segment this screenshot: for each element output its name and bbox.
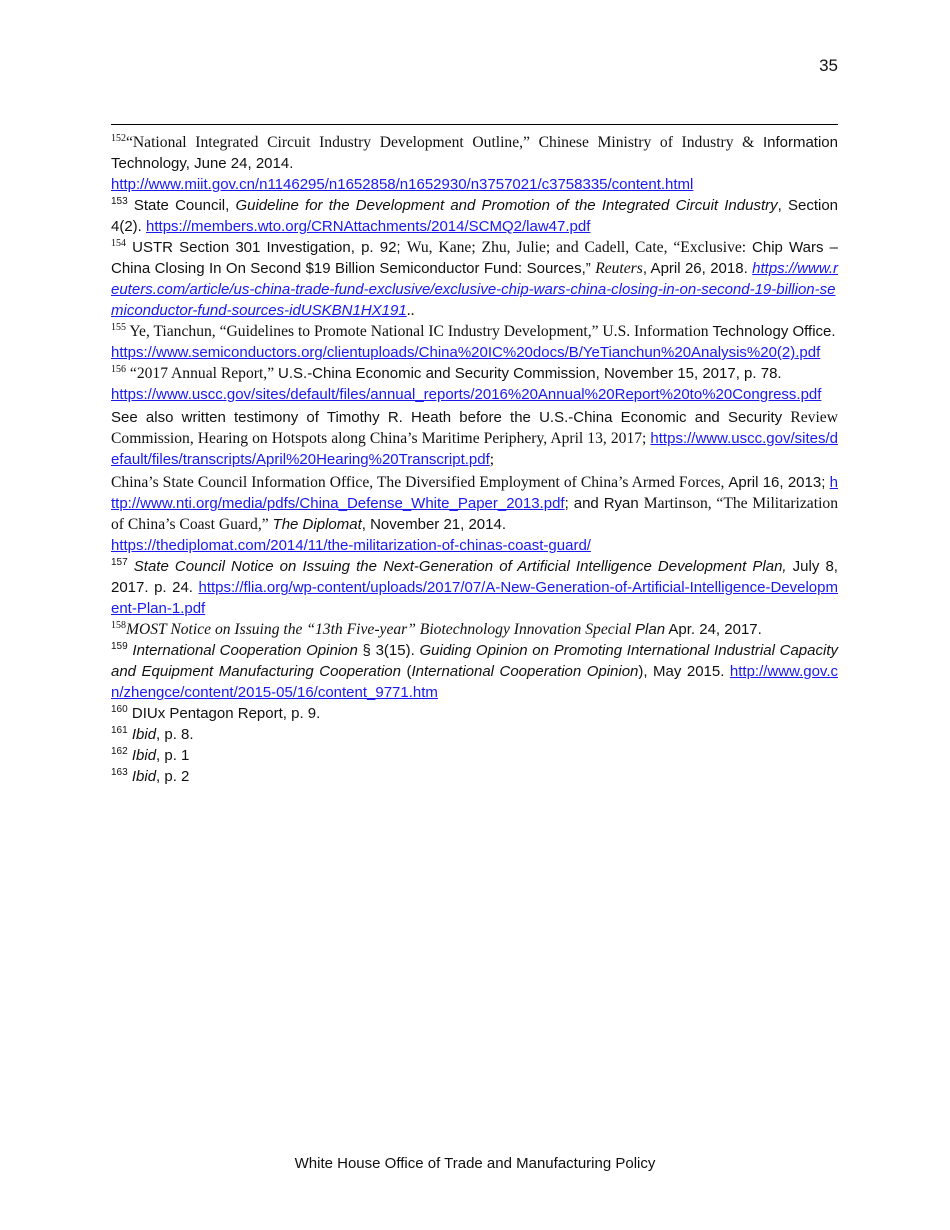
footnote-156-see-also xyxy=(111,407,838,470)
page-footer: White House Office of Trade and Manufacturing Policy xyxy=(294,1155,656,1172)
footnote-text: , p. 1 xyxy=(156,747,190,764)
footnote-source: Technology Office. xyxy=(712,323,836,340)
footnote-link[interactable]: https://www.reuters.com/article/us-china-trade-fund-exclusive/exclusive-chip-wars-china-closing-in-on-second-19-billion-semiconductor-fund-sources-idUSKBN1HX191 xyxy=(111,260,838,319)
footnote-number: 160 xyxy=(111,704,128,715)
footnote-link[interactable]: http://www.nti.org/media/pdfs/China_Defense_White_Paper_2013.pdf xyxy=(111,474,838,512)
footnote-155 xyxy=(111,321,838,363)
footnote-162 xyxy=(111,745,838,766)
footnote-text: ; and Ryan xyxy=(564,495,644,512)
footnote-text: ; xyxy=(489,451,495,468)
footnote-157 xyxy=(111,556,838,619)
document-title: Guideline for the Development and Promotion of the Integrated Circuit Industry xyxy=(235,197,778,214)
footnote-link[interactable]: https://thediplomat.com/2014/11/the-militarization-of-chinas-coast-guard/ xyxy=(111,537,591,554)
footnote-text: § 3(15). xyxy=(357,642,420,659)
footnote-text: “2017 Annual Report,” xyxy=(126,365,279,382)
footnote-source: U.S.-China Economic and Security Commission, November 15, 2017, p. 78. xyxy=(278,365,782,382)
footnote-text: , p. 2 xyxy=(156,768,190,785)
footnote-authors: Wu, Kane; Zhu, Julie; and Cadell, Cate, “Exclusive: xyxy=(406,239,753,256)
footnote-link[interactable]: https://www.uscc.gov/sites/default/files/transcripts/April%20Hearing%20Transcript.pdf xyxy=(111,430,838,468)
document-title: MOST Notice on Issuing the “13th Five-year” Biotechnology Innovation Special xyxy=(126,621,636,638)
document-short-title: International Cooperation Opinion xyxy=(127,642,358,659)
document-title: State Council Notice on Issuing the Next-Generation of Artificial Intelligence Development Plan, xyxy=(127,558,787,575)
ibid: Ibid xyxy=(131,726,157,743)
footnote-link[interactable]: https://flia.org/wp-content/uploads/2017/07/A-New-Generation-of-Artificial-Intelligence-Development-Plan-1.pdf xyxy=(111,579,838,617)
footnote-153 xyxy=(111,195,838,237)
ibid: Ibid xyxy=(131,768,157,785)
footnote-date: ), May 2015. xyxy=(638,663,730,680)
footnote-date: , November 21, 2014. xyxy=(361,516,507,533)
footnote-160 xyxy=(111,703,838,724)
page-number: 35 xyxy=(819,56,838,75)
document-title: Plan xyxy=(635,621,666,638)
footnote-text: Martinson, “The Militarization of China’s Coast Guard,” xyxy=(111,495,838,533)
footnote-156 xyxy=(111,363,838,405)
footnote-text: See also written testimony of Timothy R. Heath before the U.S.-China Economic and Security xyxy=(111,409,791,426)
footnote-text: Review Commission, Hearing on Hotspots along China’s Maritime Periphery, April 13, 2017; xyxy=(111,409,838,447)
footnote-text: Ye, Tianchun, “Guidelines to Promote National IC Industry Development,” U.S. Information xyxy=(126,323,713,340)
footnote-154 xyxy=(111,237,838,321)
footnote-number: 159 xyxy=(111,641,128,652)
footnote-number: 156 xyxy=(111,363,126,375)
footnote-number: 152 xyxy=(111,132,126,144)
publication-name: Reuters xyxy=(595,260,643,277)
footnote-article-title: Chip Wars – China Closing In On Second $19 Billion Semiconductor Fund: Sources,” xyxy=(111,239,838,277)
footnote-163 xyxy=(111,766,838,787)
footnote-date: April 16, 2013; xyxy=(728,474,830,491)
footnote-text: DIUx Pentagon Report, p. 9. xyxy=(127,705,321,722)
footnote-date: , April 26, 2018. xyxy=(642,260,753,277)
footnotes xyxy=(111,132,838,787)
footnote-text: ( xyxy=(400,663,412,680)
footnote-161 xyxy=(111,724,838,745)
footnote-link[interactable]: http://www.gov.cn/zhengce/content/2015-05/16/content_9771.htm xyxy=(111,663,838,701)
document-title: Guiding Opinion on Promoting International Industrial Capacity and Equipment Manufacturing Cooperation xyxy=(111,642,838,680)
footnote-text: “National Integrated Circuit Industry Development Outline,” Chinese Ministry of Industry & xyxy=(126,134,763,151)
document-short-title: International Cooperation Opinion xyxy=(411,663,639,680)
footnote-number: 153 xyxy=(111,196,128,207)
publication-name: The Diplomat xyxy=(272,516,362,533)
footnote-link[interactable]: https://www.uscc.gov/sites/default/files/annual_reports/2016%20Annual%20Report%20to%20Congress.pdf xyxy=(111,386,822,403)
footnote-text: , Section 4(2). xyxy=(111,197,839,235)
footnote-text: China’s State Council Information Office, The Diversified Employment of China’s Armed Forces, xyxy=(111,474,729,491)
footnote-text: USTR Section 301 Investigation, p. 92; xyxy=(126,239,407,256)
footnote-source: Information Technology, June 24, 2014. xyxy=(111,134,838,172)
footnote-link[interactable]: https://members.wto.org/CRNAttachments/2014/SCMQ2/law47.pdf xyxy=(146,218,591,235)
footnote-number: 154 xyxy=(111,237,126,249)
footnote-number: 155 xyxy=(111,321,126,333)
footnote-link[interactable]: http://www.miit.gov.cn/n1146295/n1652858/n1652930/n3757021/c3758335/content.html xyxy=(111,176,694,193)
footnote-number: 163 xyxy=(111,767,128,778)
footnote-156-additional xyxy=(111,472,838,556)
footnote-number: 158 xyxy=(111,619,126,631)
footnote-159 xyxy=(111,640,838,703)
footnote-text: .. xyxy=(406,302,415,319)
footnote-date: July 8, 2017. p. 24. xyxy=(111,558,838,596)
footnote-link[interactable]: https://www.semiconductors.org/clientuploads/China%20IC%20docs/B/YeTianchun%20Analysis%20(2).pdf xyxy=(111,344,821,361)
footnote-date: Apr. 24, 2017. xyxy=(665,621,762,638)
footnote-text: , p. 8. xyxy=(156,726,194,743)
footnote-separator xyxy=(111,124,838,125)
footnote-text: State Council, xyxy=(127,197,236,214)
footnote-number: 162 xyxy=(111,746,128,757)
footnote-number: 157 xyxy=(111,557,128,568)
footnote-152 xyxy=(111,132,838,195)
ibid: Ibid xyxy=(131,747,157,764)
footnote-number: 161 xyxy=(111,725,128,736)
footnote-158 xyxy=(111,619,838,640)
